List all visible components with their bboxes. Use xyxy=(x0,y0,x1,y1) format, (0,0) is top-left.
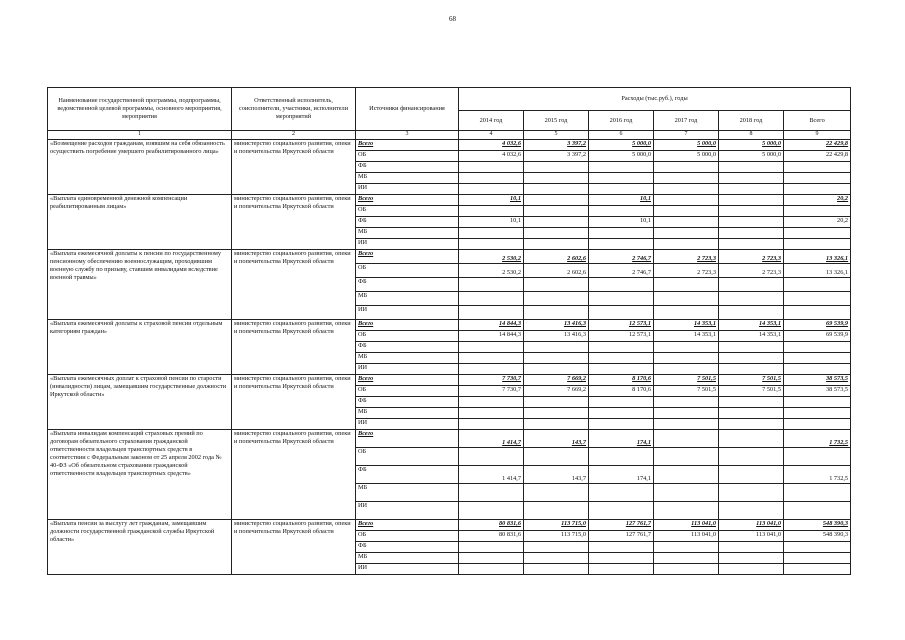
year-value-cell: 2 723,3 xyxy=(654,264,719,278)
year-header: 2014 год xyxy=(459,111,524,131)
year-header: 2018 год xyxy=(719,111,784,131)
total-value-cell: 1 732,5 xyxy=(784,430,851,448)
year-value-cell: 174,1 xyxy=(589,466,654,484)
year-value-cell: 3 397,2 xyxy=(524,151,589,162)
funding-source: ФБ xyxy=(356,278,459,292)
year-value-cell xyxy=(459,184,524,195)
year-value-cell: 113 041,0 xyxy=(654,520,719,531)
year-value-cell: 14 353,1 xyxy=(719,331,784,342)
total-value-cell xyxy=(784,353,851,364)
year-value-cell xyxy=(524,173,589,184)
year-value-cell xyxy=(719,408,784,419)
year-value-cell xyxy=(719,162,784,173)
funding-source: МБ xyxy=(356,173,459,184)
year-value-cell: 14 353,1 xyxy=(719,320,784,331)
year-value-cell: 2 723,3 xyxy=(719,264,784,278)
total-value-cell: 38 573,5 xyxy=(784,386,851,397)
year-value-cell: 2 602,6 xyxy=(524,250,589,264)
page-number: 68 xyxy=(449,15,456,23)
year-value-cell xyxy=(459,502,524,520)
year-value-cell xyxy=(719,364,784,375)
year-value-cell xyxy=(459,353,524,364)
total-value-cell: 38 573,5 xyxy=(784,375,851,386)
year-value-cell: 80 831,6 xyxy=(459,531,524,542)
year-value-cell xyxy=(459,206,524,217)
year-value-cell: 5 000,0 xyxy=(719,151,784,162)
year-value-cell xyxy=(654,206,719,217)
year-value-cell xyxy=(589,564,654,575)
year-value-cell xyxy=(654,162,719,173)
total-value-cell: 13 326,1 xyxy=(784,264,851,278)
year-value-cell xyxy=(719,353,784,364)
year-value-cell xyxy=(459,448,524,466)
year-value-cell xyxy=(524,542,589,553)
year-value-cell: 113 715,0 xyxy=(524,520,589,531)
year-value-cell xyxy=(589,448,654,466)
executor-name: министерство социального развития, опеки и попечительства Иркутской области xyxy=(232,140,356,195)
measure-name: «Выплата ежемесячной доплаты к пенсии по государственному пенсионному обеспечению военнослужащим, проходившим военную службу по призыву, ставшим инвалидами вследствие военной травмы» xyxy=(48,250,232,320)
year-value-cell: 7 730,7 xyxy=(459,386,524,397)
total-value-cell xyxy=(784,484,851,502)
column-number: 1 xyxy=(48,131,232,140)
funding-source: ИИ xyxy=(356,184,459,195)
year-value-cell xyxy=(719,306,784,320)
year-value-cell: 1 414,7 xyxy=(459,430,524,448)
total-value-cell xyxy=(784,397,851,408)
total-value-cell xyxy=(784,228,851,239)
measure-name: «Выплата ежемесячных доплат к страховой пенсии по старости (инвалидности) лицам, замещавшим государственные должности Иркутской области» xyxy=(48,375,232,430)
year-value-cell: 7 501,5 xyxy=(719,386,784,397)
measure-name: «Выплата пенсии за выслугу лет гражданам, замещавшим должности государственной гражданской службы Иркутской области» xyxy=(48,520,232,575)
funding-source: ОБ xyxy=(356,264,459,278)
year-value-cell xyxy=(459,553,524,564)
year-value-cell xyxy=(589,419,654,430)
funding-source: ИИ xyxy=(356,502,459,520)
table-row xyxy=(48,250,851,264)
executor-name: министерство социального развития, опеки и попечительства Иркутской области xyxy=(232,195,356,250)
year-value-cell xyxy=(524,306,589,320)
funding-source: ОБ xyxy=(356,206,459,217)
column-number: 9 xyxy=(784,131,851,140)
header-name: Наименование государственной программы, подпрограммы, ведомственной целевой программы, основного мероприятия, мероприятия xyxy=(48,88,232,131)
year-value-cell xyxy=(719,342,784,353)
total-value-cell xyxy=(784,206,851,217)
column-number: 3 xyxy=(356,131,459,140)
year-value-cell xyxy=(654,342,719,353)
year-value-cell xyxy=(459,484,524,502)
year-value-cell xyxy=(524,184,589,195)
year-value-cell xyxy=(524,228,589,239)
column-number-row xyxy=(48,131,851,140)
year-value-cell: 14 353,1 xyxy=(654,331,719,342)
column-number: 4 xyxy=(459,131,524,140)
funding-source: Всего xyxy=(356,195,459,206)
funding-source: ИИ xyxy=(356,419,459,430)
funding-source: ФБ xyxy=(356,542,459,553)
table-row xyxy=(48,520,851,531)
year-value-cell xyxy=(524,292,589,306)
year-value-cell xyxy=(459,162,524,173)
executor-name: министерство социального развития, опеки и попечительства Иркутской области xyxy=(232,320,356,375)
year-value-cell xyxy=(524,364,589,375)
funding-source: Всего xyxy=(356,320,459,331)
measure-name: «Выплата ежемесячной доплаты к страховой пенсии отдельным категориям граждан» xyxy=(48,320,232,375)
year-value-cell xyxy=(459,278,524,292)
year-value-cell: 2 602,6 xyxy=(524,264,589,278)
total-value-cell: 548 390,3 xyxy=(784,520,851,531)
header-expenses: Расходы (тыс.руб.), годы xyxy=(459,88,851,111)
year-value-cell xyxy=(459,408,524,419)
year-value-cell xyxy=(654,173,719,184)
year-value-cell xyxy=(589,162,654,173)
year-value-cell: 8 170,6 xyxy=(589,386,654,397)
year-value-cell xyxy=(589,484,654,502)
year-value-cell: 127 761,7 xyxy=(589,531,654,542)
year-header: 2017 год xyxy=(654,111,719,131)
year-value-cell xyxy=(719,564,784,575)
year-value-cell xyxy=(589,542,654,553)
year-value-cell: 3 397,2 xyxy=(524,140,589,151)
executor-name: министерство социального развития, опеки и попечительства Иркутской области xyxy=(232,375,356,430)
year-value-cell xyxy=(654,364,719,375)
year-value-cell xyxy=(589,502,654,520)
total-value-cell xyxy=(784,278,851,292)
year-value-cell: 5 000,0 xyxy=(654,140,719,151)
year-value-cell xyxy=(719,184,784,195)
year-value-cell: 4 032,6 xyxy=(459,140,524,151)
year-value-cell xyxy=(654,564,719,575)
table-row xyxy=(48,430,851,448)
year-value-cell xyxy=(654,553,719,564)
year-value-cell xyxy=(719,542,784,553)
year-value-cell xyxy=(459,173,524,184)
total-value-cell: 20,2 xyxy=(784,195,851,206)
total-value-cell xyxy=(784,342,851,353)
table-row xyxy=(48,320,851,331)
year-value-cell: 7 730,7 xyxy=(459,375,524,386)
year-value-cell: 113 041,0 xyxy=(719,531,784,542)
measure-name: «Выплата единовременной денежной компенсации реабилитированным лицам» xyxy=(48,195,232,250)
year-value-cell: 2 530,2 xyxy=(459,264,524,278)
year-value-cell xyxy=(654,466,719,484)
year-value-cell xyxy=(524,397,589,408)
year-value-cell xyxy=(719,484,784,502)
year-value-cell: 14 353,1 xyxy=(654,320,719,331)
executor-name: министерство социального развития, опеки и попечительства Иркутской области xyxy=(232,250,356,320)
year-value-cell xyxy=(654,292,719,306)
year-value-cell xyxy=(654,278,719,292)
column-number: 8 xyxy=(719,131,784,140)
year-value-cell xyxy=(719,278,784,292)
year-value-cell xyxy=(524,206,589,217)
year-value-cell xyxy=(654,228,719,239)
funding-source: МБ xyxy=(356,292,459,306)
year-value-cell: 10,1 xyxy=(589,195,654,206)
total-value-cell: 22 429,8 xyxy=(784,140,851,151)
year-value-cell xyxy=(459,542,524,553)
year-value-cell xyxy=(654,408,719,419)
table-row xyxy=(48,195,851,206)
year-value-cell xyxy=(719,419,784,430)
budget-table xyxy=(47,87,851,575)
year-value-cell: 2 723,3 xyxy=(719,250,784,264)
funding-source: ОБ xyxy=(356,331,459,342)
year-value-cell xyxy=(719,430,784,448)
total-value-cell xyxy=(784,173,851,184)
executor-name: министерство социального развития, опеки и попечительства Иркутской области xyxy=(232,520,356,575)
year-value-cell xyxy=(654,353,719,364)
year-value-cell: 5 000,0 xyxy=(654,151,719,162)
year-value-cell: 143,7 xyxy=(524,466,589,484)
year-value-cell xyxy=(459,419,524,430)
year-value-cell xyxy=(654,184,719,195)
year-value-cell xyxy=(589,408,654,419)
total-value-cell: 1 732,5 xyxy=(784,466,851,484)
year-value-cell xyxy=(524,448,589,466)
measure-name: «Выплата инвалидам компенсаций страховых премий по договорам обязательного страхования гражданской ответственности владельцев транспортных средств в соответствии с Федеральным законом от 25 апреля 2002 года № 40-ФЗ «Об обязательном страховании гражданской ответственности владельцев транспортных средств» xyxy=(48,430,232,520)
year-value-cell xyxy=(524,195,589,206)
total-value-cell xyxy=(784,448,851,466)
year-value-cell xyxy=(654,430,719,448)
year-value-cell xyxy=(654,397,719,408)
total-value-cell xyxy=(784,364,851,375)
executor-name: министерство социального развития, опеки и попечительства Иркутской области xyxy=(232,430,356,520)
table-row xyxy=(48,375,851,386)
year-value-cell: 10,1 xyxy=(589,217,654,228)
year-value-cell: 14 844,3 xyxy=(459,331,524,342)
year-value-cell: 12 573,1 xyxy=(589,331,654,342)
year-value-cell: 7 501,5 xyxy=(654,386,719,397)
total-value-cell xyxy=(784,502,851,520)
total-value-cell xyxy=(784,184,851,195)
total-value-cell: 69 539,9 xyxy=(784,331,851,342)
measure-name: «Возмещение расходов гражданам, взявшим на себя обязанность осуществить погребение умершего реабилитированного лица» xyxy=(48,140,232,195)
column-number: 7 xyxy=(654,131,719,140)
year-value-cell: 5 000,0 xyxy=(589,151,654,162)
year-value-cell xyxy=(524,353,589,364)
year-value-cell xyxy=(719,397,784,408)
year-value-cell: 143,7 xyxy=(524,430,589,448)
funding-source: ИИ xyxy=(356,306,459,320)
year-value-cell: 80 831,6 xyxy=(459,520,524,531)
year-value-cell: 174,1 xyxy=(589,430,654,448)
year-value-cell xyxy=(459,228,524,239)
year-value-cell xyxy=(524,484,589,502)
year-value-cell: 2 746,7 xyxy=(589,250,654,264)
table-row xyxy=(48,140,851,151)
total-value-cell: 69 539,9 xyxy=(784,320,851,331)
funding-source: Всего xyxy=(356,430,459,448)
column-number: 6 xyxy=(589,131,654,140)
funding-source: ФБ xyxy=(356,397,459,408)
year-value-cell: 10,1 xyxy=(459,195,524,206)
year-value-cell xyxy=(654,306,719,320)
year-value-cell: 2 723,3 xyxy=(654,250,719,264)
year-value-cell xyxy=(654,502,719,520)
total-value-cell xyxy=(784,239,851,250)
year-value-cell xyxy=(524,239,589,250)
year-value-cell xyxy=(589,278,654,292)
funding-source: ИИ xyxy=(356,564,459,575)
header-executor: Ответственный исполнитель, соисполнители, участники, исполнители мероприятий xyxy=(232,88,356,131)
year-value-cell xyxy=(524,162,589,173)
year-value-cell xyxy=(459,306,524,320)
year-value-cell xyxy=(524,502,589,520)
year-value-cell xyxy=(524,408,589,419)
year-value-cell xyxy=(589,553,654,564)
year-value-cell xyxy=(459,292,524,306)
funding-source: МБ xyxy=(356,228,459,239)
total-value-cell xyxy=(784,564,851,575)
total-value-cell xyxy=(784,292,851,306)
year-value-cell xyxy=(589,239,654,250)
year-value-cell xyxy=(654,419,719,430)
funding-source: ОБ xyxy=(356,386,459,397)
year-value-cell xyxy=(589,292,654,306)
funding-source: ФБ xyxy=(356,342,459,353)
year-value-cell: 10,1 xyxy=(459,217,524,228)
total-value-cell xyxy=(784,408,851,419)
table-body xyxy=(48,140,851,575)
year-value-cell: 5 000,0 xyxy=(589,140,654,151)
year-value-cell: 12 573,1 xyxy=(589,320,654,331)
year-value-cell: 7 669,2 xyxy=(524,386,589,397)
total-value-cell: 20,2 xyxy=(784,217,851,228)
funding-source: ИИ xyxy=(356,239,459,250)
total-header: Всего xyxy=(784,111,851,131)
year-value-cell xyxy=(459,564,524,575)
year-value-cell xyxy=(589,184,654,195)
funding-source: ФБ xyxy=(356,162,459,173)
year-value-cell xyxy=(589,342,654,353)
year-value-cell xyxy=(654,217,719,228)
funding-source: ОБ xyxy=(356,151,459,162)
column-number: 5 xyxy=(524,131,589,140)
year-value-cell xyxy=(459,364,524,375)
year-header: 2015 год xyxy=(524,111,589,131)
year-value-cell: 113 715,0 xyxy=(524,531,589,542)
year-value-cell xyxy=(524,217,589,228)
year-value-cell xyxy=(719,195,784,206)
year-value-cell: 2 530,2 xyxy=(459,250,524,264)
funding-source: ИИ xyxy=(356,364,459,375)
year-value-cell: 7 501,5 xyxy=(654,375,719,386)
year-value-cell xyxy=(589,173,654,184)
total-value-cell: 13 326,1 xyxy=(784,250,851,264)
year-value-cell xyxy=(719,292,784,306)
year-value-cell xyxy=(719,239,784,250)
year-value-cell xyxy=(719,502,784,520)
year-value-cell: 127 761,7 xyxy=(589,520,654,531)
funding-source: Всего xyxy=(356,520,459,531)
year-value-cell: 13 416,3 xyxy=(524,331,589,342)
year-value-cell xyxy=(719,228,784,239)
year-value-cell xyxy=(589,364,654,375)
year-value-cell xyxy=(589,353,654,364)
funding-source: ОБ xyxy=(356,531,459,542)
total-value-cell xyxy=(784,542,851,553)
year-value-cell: 13 416,3 xyxy=(524,320,589,331)
year-value-cell xyxy=(524,278,589,292)
year-value-cell: 8 170,6 xyxy=(589,375,654,386)
year-value-cell xyxy=(654,484,719,502)
year-value-cell: 2 746,7 xyxy=(589,264,654,278)
year-value-cell xyxy=(459,397,524,408)
funding-source: Всего xyxy=(356,140,459,151)
year-value-cell xyxy=(719,217,784,228)
total-value-cell xyxy=(784,162,851,173)
funding-source: ФБ xyxy=(356,466,459,484)
total-value-cell xyxy=(784,306,851,320)
funding-source: МБ xyxy=(356,353,459,364)
funding-source: МБ xyxy=(356,553,459,564)
year-value-cell xyxy=(589,397,654,408)
header-source: Источники финансирования xyxy=(356,88,459,131)
year-value-cell: 14 844,3 xyxy=(459,320,524,331)
year-value-cell: 1 414,7 xyxy=(459,466,524,484)
column-number: 2 xyxy=(232,131,356,140)
year-value-cell xyxy=(459,342,524,353)
year-value-cell xyxy=(719,466,784,484)
year-value-cell xyxy=(719,553,784,564)
year-value-cell xyxy=(589,306,654,320)
funding-source: Всего xyxy=(356,375,459,386)
funding-source: МБ xyxy=(356,408,459,419)
funding-source: МБ xyxy=(356,484,459,502)
year-value-cell xyxy=(589,228,654,239)
year-value-cell xyxy=(589,206,654,217)
year-value-cell xyxy=(524,419,589,430)
year-value-cell xyxy=(654,448,719,466)
year-value-cell xyxy=(654,542,719,553)
year-value-cell: 7 669,2 xyxy=(524,375,589,386)
year-value-cell xyxy=(654,239,719,250)
year-value-cell xyxy=(459,239,524,250)
total-value-cell: 548 390,3 xyxy=(784,531,851,542)
year-value-cell xyxy=(654,195,719,206)
funding-source: Всего xyxy=(356,250,459,264)
total-value-cell: 22 429,8 xyxy=(784,151,851,162)
year-header: 2016 год xyxy=(589,111,654,131)
year-value-cell xyxy=(524,553,589,564)
year-value-cell xyxy=(719,206,784,217)
year-value-cell: 5 000,0 xyxy=(719,140,784,151)
funding-source: ОБ xyxy=(356,448,459,466)
year-value-cell xyxy=(719,448,784,466)
total-value-cell xyxy=(784,419,851,430)
year-value-cell: 7 501,5 xyxy=(719,375,784,386)
year-value-cell xyxy=(719,173,784,184)
year-value-cell: 113 041,0 xyxy=(654,531,719,542)
funding-source: ФБ xyxy=(356,217,459,228)
year-value-cell: 4 032,6 xyxy=(459,151,524,162)
year-value-cell: 113 041,0 xyxy=(719,520,784,531)
year-value-cell xyxy=(524,342,589,353)
year-value-cell xyxy=(524,564,589,575)
total-value-cell xyxy=(784,553,851,564)
